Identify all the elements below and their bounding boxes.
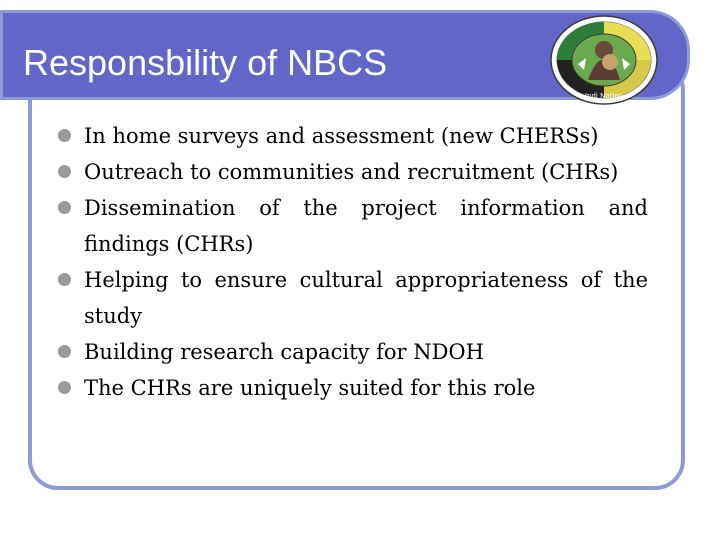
- bullet-dot: [58, 129, 71, 142]
- seal-text: Indi Nation: [584, 92, 624, 100]
- bullet-text: Helping to ensure cultural appropriateness of the study: [84, 268, 648, 328]
- bullet-item-1: [58, 118, 648, 154]
- bullet-item-3: [58, 190, 648, 262]
- bullet-text: Dissemination of the project information and findings (CHRs): [84, 196, 648, 256]
- bullet-item-4: [58, 262, 648, 334]
- bullet-item-6: [58, 370, 648, 406]
- bullet-text: Building research capacity for NDOH: [84, 340, 484, 364]
- bullet-item-5: [58, 334, 648, 370]
- bullet-item-2: [58, 154, 648, 190]
- bullet-dot: [58, 273, 71, 286]
- bullet-dot: [58, 165, 71, 178]
- bullet-dot: [58, 381, 71, 394]
- bullet-text: In home surveys and assessment (new CHERSs): [84, 124, 599, 148]
- navajo-nation-seal-icon: [548, 14, 660, 106]
- bullet-dot: [58, 201, 71, 214]
- slide-title: Responsbility of NBCS: [23, 42, 388, 83]
- bullet-text: The CHRs are uniquely suited for this role: [84, 376, 536, 400]
- bullet-list: [58, 118, 648, 406]
- bullet-dot: [58, 345, 71, 358]
- bullet-text: Outreach to communities and recruitment (CHRs): [84, 160, 619, 184]
